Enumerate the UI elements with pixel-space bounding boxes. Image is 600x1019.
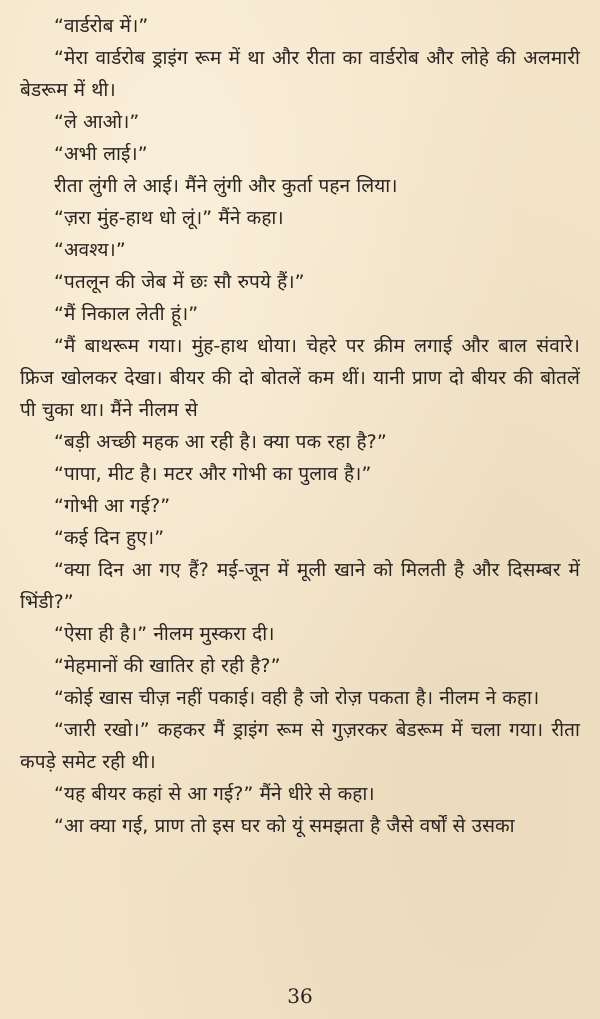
text-body — [20, 10, 580, 842]
page-number: 36 — [287, 984, 313, 1008]
paragraph: “ले आओ।” — [54, 111, 140, 133]
paragraph: “अभी लाई।” — [54, 143, 148, 165]
paragraph: रीता लुंगी ले आई। मैंने लुंगी और कुर्ता पहन लिया। — [54, 175, 398, 197]
paragraph: “मैं निकाल लेती हूं।” — [54, 303, 199, 325]
paragraph: “बड़ी अच्छी महक आ रही है। क्या पक रहा है?” — [54, 431, 387, 453]
paragraph: “मैं बाथरूम गया। मुंह-हाथ धोया। चेहरे पर क्रीम लगाई और बाल संवारे। फ्रिज खोलकर देखा। बीयर की दो बोतलें कम थीं। यानी प्राण दो बीयर की बोतलें पी चुका था। मैंने नीलम से — [20, 335, 580, 421]
paragraph: “गोभी आ गई?” — [54, 495, 171, 517]
paragraph: “वार्डरोब में।” — [54, 15, 149, 37]
paragraph: “ऐसा ही है।” नीलम मुस्करा दी। — [54, 623, 275, 645]
paragraph: “क्या दिन आ गए हैं? मई-जून में मूली खाने को मिलती है और दिसम्बर में भिंडी?” — [20, 559, 580, 613]
paragraph: “जारी रखो।” कहकर मैं ड्राइंग रूम से गुज़रकर बेडरूम में चला गया। रीता कपड़े समेट रही थी। — [20, 719, 580, 773]
paragraph: “पतलून की जेब में छः सौ रुपये हैं।” — [54, 271, 305, 293]
paragraph: “मेरा वार्डरोब ड्राइंग रूम में था और रीता का वार्डरोब और लोहे की अलमारी बेडरूम में थी। — [20, 47, 580, 101]
paragraph: “आ क्या गई, प्राण तो इस घर को यूं समझता है जैसे वर्षों से उसका — [54, 815, 515, 837]
paragraph: “अवश्य।” — [54, 239, 126, 261]
paragraph: “ज़रा मुंह-हाथ धो लूं।” मैंने कहा। — [54, 207, 284, 229]
paragraph: “यह बीयर कहां से आ गई?” मैंने धीरे से कहा। — [54, 783, 375, 805]
paragraph: “कोई खास चीज़ नहीं पकाई। वही है जो रोज़ पकता है। नीलम ने कहा। — [54, 687, 540, 709]
paragraph: “मेहमानों की खातिर हो रही है?” — [54, 655, 281, 677]
paragraph: “कई दिन हुए।” — [54, 527, 165, 549]
paragraph: “पापा, मीट है। मटर और गोभी का पुलाव है।” — [54, 463, 372, 485]
